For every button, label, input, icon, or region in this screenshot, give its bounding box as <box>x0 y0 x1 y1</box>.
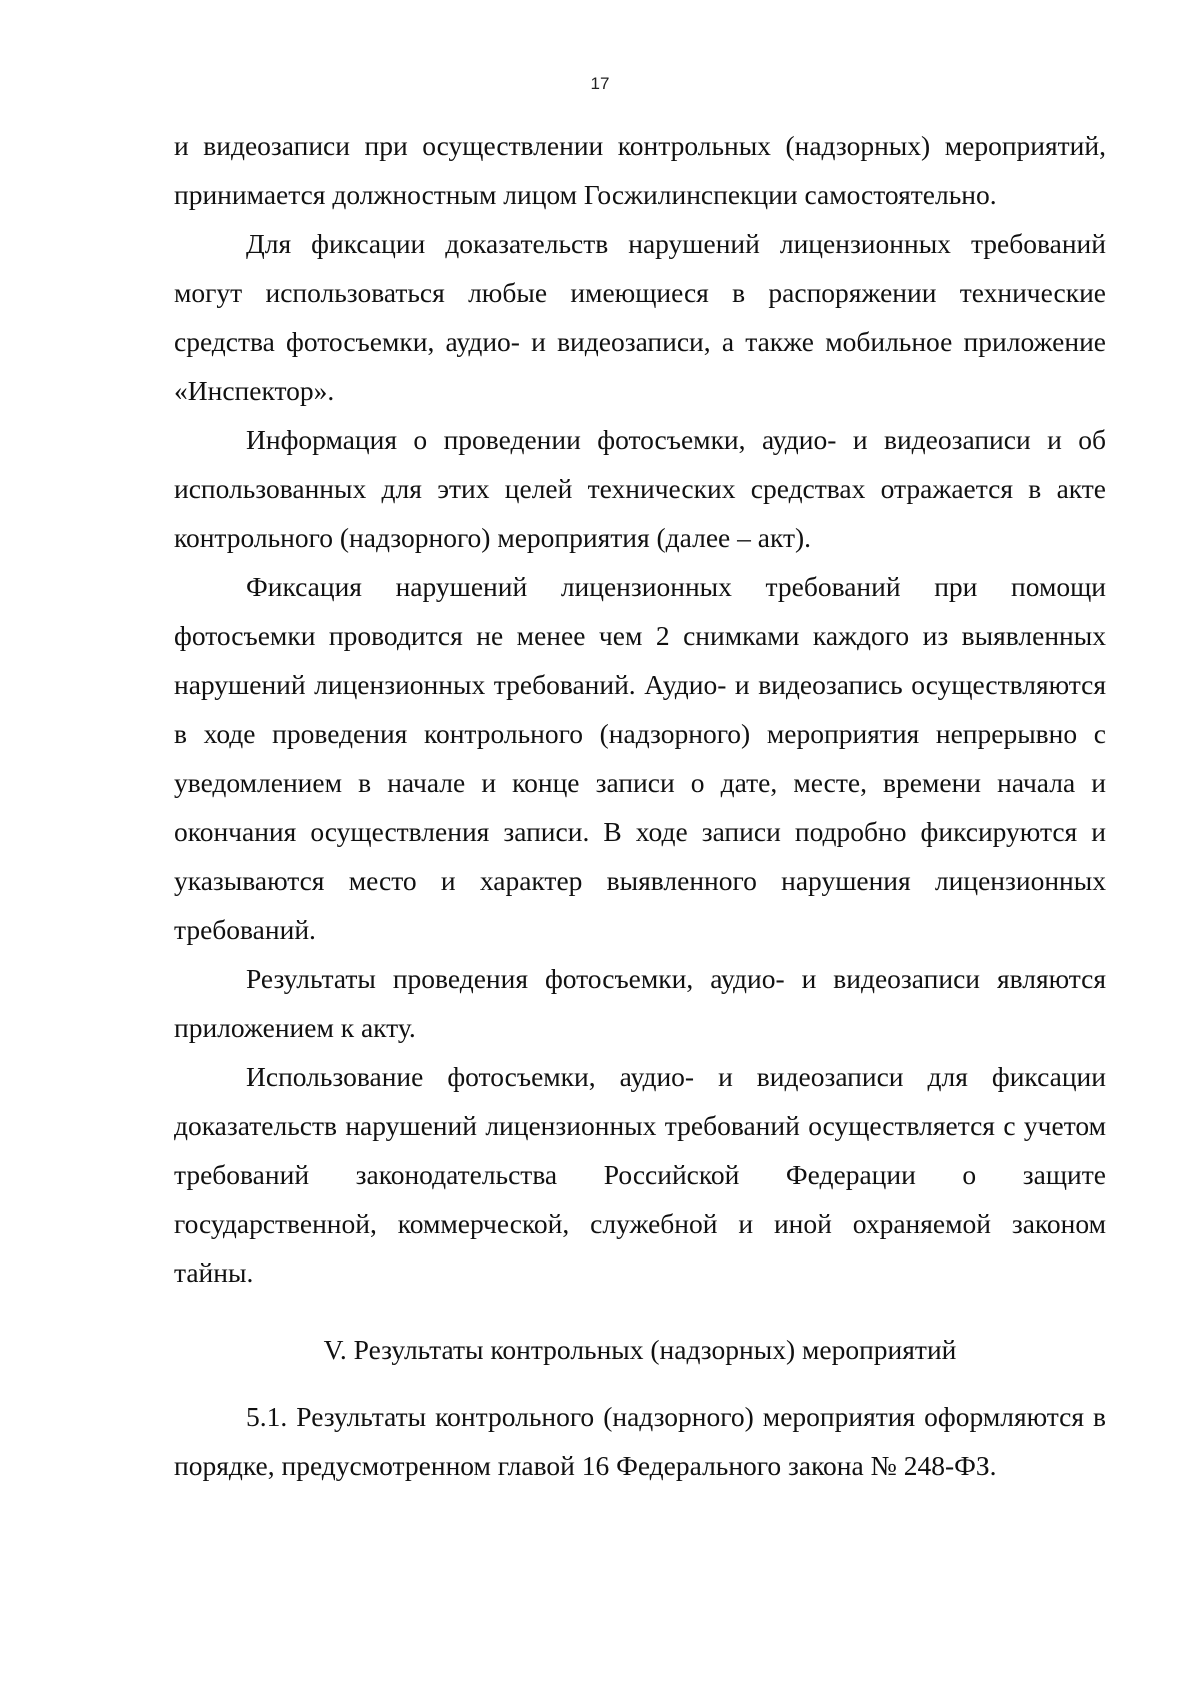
paragraph-information-recording: Информация о проведении фотосъемки, аудио- и видеозаписи и об использованных для этих целей технических средствах отражается в акте контрольного (надзорного) мероприятия (далее – акт). <box>174 424 1106 553</box>
document-body <box>174 121 1106 1297</box>
paragraph-5-1: 5.1. Результаты контрольного (надзорного) мероприятия оформляются в порядке, предусмотренном главой 16 Федерального закона № 248-ФЗ. <box>174 1401 1106 1481</box>
paragraph-evidence-means: Для фиксации доказательств нарушений лицензионных требований могут использоваться любые имеющиеся в распоряжении технические средства фотосъемки, аудио- и видеозаписи, а также мобильное приложение «Инспектор». <box>174 228 1106 406</box>
paragraph-violation-fixation: Фиксация нарушений лицензионных требований при помощи фотосъемки проводится не менее чем 2 снимками каждого из выявленных нарушений лицензионных требований. Аудио- и видеозапись осуществляются в ходе проведения контрольного (надзорного) мероприятия непрерывно с уведомлением в начале и конце записи о дате, месте, времени начала и окончания осуществления записи. В ходе записи подробно фиксируются и указываются место и характер выявленного нарушения лицензионных требований. <box>174 571 1106 945</box>
paragraph-results-attachment: Результаты проведения фотосъемки, аудио- и видеозаписи являются приложением к акту. <box>174 963 1106 1043</box>
page-number: 17 <box>590 74 610 93</box>
paragraph-usage-secrecy: Использование фотосъемки, аудио- и видеозаписи для фиксации доказательств нарушений лицензионных требований осуществляется с учетом требований законодательства Российской Федерации о защите государственной, коммерческой, служебной и иной охраняемой законом тайны. <box>174 1061 1106 1288</box>
paragraph-continuation: и видеозаписи при осуществлении контрольных (надзорных) мероприятий, принимается должностным лицом Госжилинспекции самостоятельно. <box>174 130 1106 210</box>
section-body <box>174 1392 1106 1490</box>
section-heading: V. Результаты контрольных (надзорных) мероприятий <box>323 1334 957 1365</box>
